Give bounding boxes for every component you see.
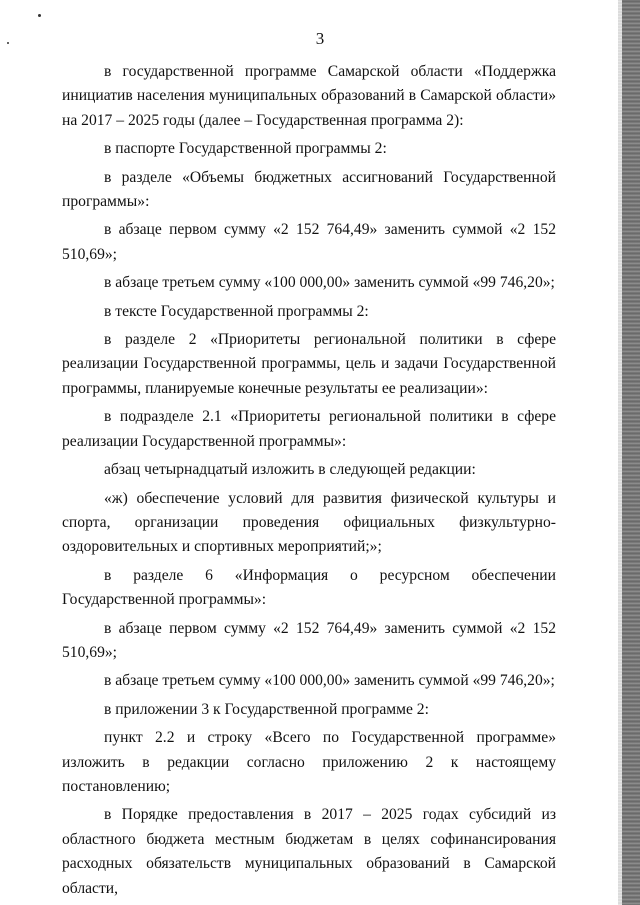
scan-edge: [622, 0, 640, 905]
paragraph: в тексте Государственной программы 2:: [104, 302, 369, 320]
paragraph: абзац четырнадцатый изложить в следующей редакции:: [104, 461, 476, 479]
paragraph: в государственной программе Самарской области «Поддержка инициатив населения муниципальных образований в Самарской области» на 2017 – 2025 годы (далее – Государственная программа 2):: [62, 63, 556, 129]
document-body: [62, 60, 556, 901]
paragraph: в абзаце третьем сумму «100 000,00» заменить суммой «99 746,20»;: [104, 274, 555, 292]
paragraph: в Порядке предоставления в 2017 – 2025 годах субсидий из областного бюджета местным бюджетам в целях софинансирования расходных обязательств муниципальных образований в Самарской области,: [62, 806, 556, 897]
paragraph: пункт 2.2 и строку «Всего по Государственной программе» изложить в редакции согласно приложению 2 к настоящему постановлению;: [62, 729, 556, 795]
paragraph: в подразделе 2.1 «Приоритеты региональной политики в сфере реализации Государственной программы»:: [62, 408, 556, 450]
scan-speck: [38, 14, 41, 17]
paragraph: в разделе 2 «Приоритеты региональной политики в сфере реализации Государственной программы, цель и задачи Государственной программы, планируемые конечные результаты ее реализации»:: [62, 331, 556, 397]
paragraph: в абзаце первом сумму «2 152 764,49» заменить суммой «2 152 510,69»;: [62, 619, 556, 661]
paragraph: в паспорте Государственной программы 2:: [104, 140, 387, 158]
paragraph: в разделе 6 «Информация о ресурсном обеспечении Государственной программы»:: [62, 566, 556, 609]
page-number: 3: [315, 29, 325, 48]
paragraph: «ж) обеспечение условий для развития физической культуры и спорта, организации проведения официальных физкультурно-оздоровительных и спортивных мероприятий;»;: [62, 489, 556, 556]
paragraph: в абзаце первом сумму «2 152 764,49» заменить суммой «2 152 510,69»;: [62, 221, 556, 263]
paragraph: в приложении 3 к Государственной программе 2:: [104, 700, 429, 718]
paragraph: в разделе «Объемы бюджетных ассигнований Государственной программы»:: [62, 168, 556, 211]
paragraph: в абзаце третьем сумму «100 000,00» заменить суммой «99 746,20»;: [104, 672, 555, 690]
